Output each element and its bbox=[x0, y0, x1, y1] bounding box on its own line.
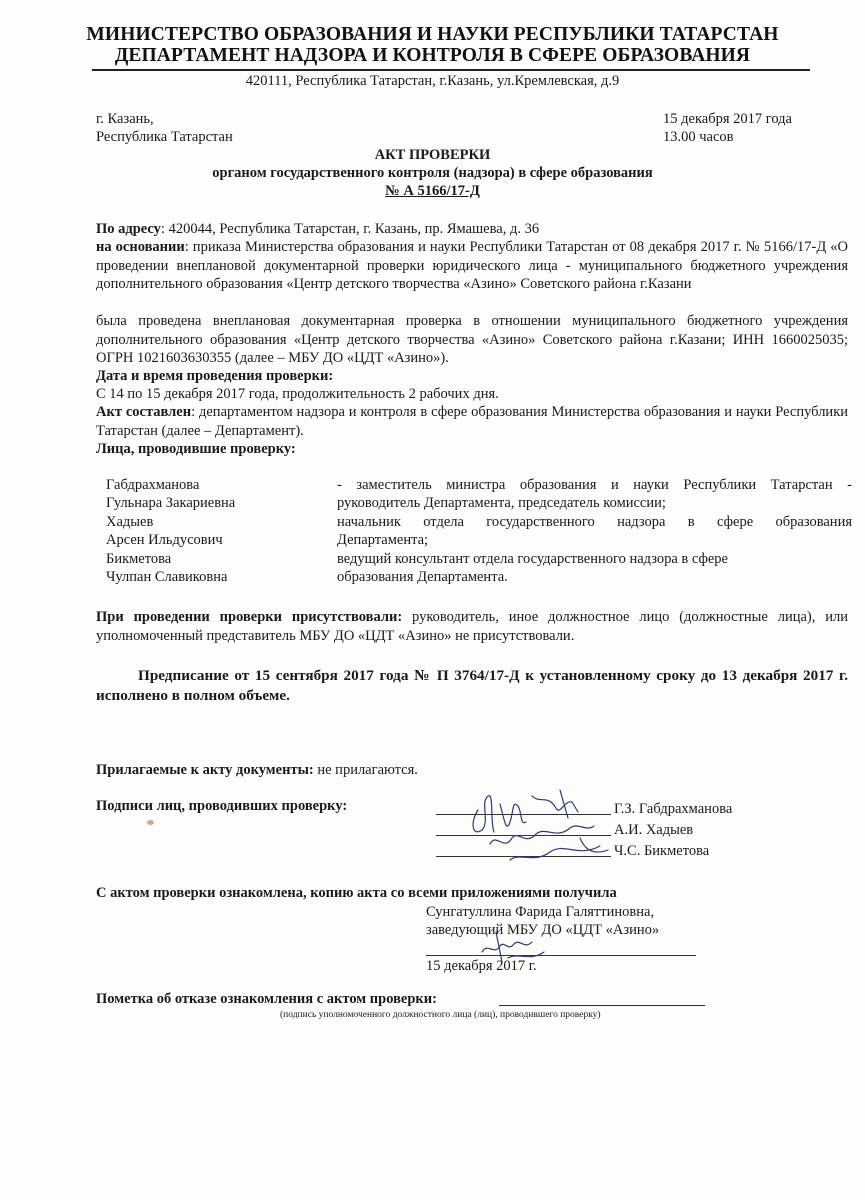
recipient-handwritten-signature bbox=[478, 922, 558, 972]
inspection-address: По адресу: 420044, Республика Татарстан, г. Казань, пр. Ямашева, д. 36 bbox=[96, 221, 540, 237]
inspectors-handwritten-signatures bbox=[460, 782, 630, 872]
ministry-address: 420111, Республика Татарстан, г.Казань, ул.Кремлевская, д.9 bbox=[245, 73, 620, 89]
act-subtitle: органом государственного контроля (надзора) в сфере образования bbox=[212, 165, 653, 181]
signature-stroke-4 bbox=[490, 826, 594, 844]
inspector-2-role-line1: начальник отдела государственного надзора в сфере образования bbox=[337, 514, 852, 530]
header-divider bbox=[92, 69, 810, 71]
inspector-3-role-line1: ведущий консультант отдела государственного надзора в сфере bbox=[337, 551, 728, 567]
signature-stroke-10 bbox=[508, 952, 544, 958]
inspector-2-role-line2: Департамента; bbox=[337, 532, 429, 548]
inspector-1-role-line2: руководитель Департамента, председатель комиссии; bbox=[337, 495, 666, 511]
signatory-3: Ч.С. Бикметова bbox=[614, 843, 710, 859]
acknowledgement-signature-line bbox=[426, 955, 696, 956]
act-date: 15 декабря 2017 года bbox=[663, 111, 792, 127]
signatory-2: А.И. Хадыев bbox=[614, 822, 694, 838]
refusal-signature-line bbox=[499, 1005, 705, 1006]
inspector-2-given-name: Арсен Ильдусович bbox=[106, 532, 223, 548]
dates-label: Дата и время проведения проверки: bbox=[96, 368, 334, 384]
department-title: ДЕПАРТАМЕНТ НАДЗОРА И КОНТРОЛЯ В СФЕРЕ ОБРАЗОВАНИЯ bbox=[114, 45, 751, 66]
signatures-label: Подписи лиц, проводивших проверку: bbox=[96, 798, 348, 814]
inspector-3-role-line2: образования Департамента. bbox=[337, 569, 508, 585]
act-number: № А 5166/17-Д bbox=[385, 183, 480, 199]
act-time: 13.00 часов bbox=[663, 129, 734, 145]
presence-paragraph: При проведении проверки присутствовали: руководитель, иное должностное лицо (должностные лица), или уполномоченный представитель МБУ ДО «ЦДТ «Азино» не присутствовали. bbox=[96, 609, 848, 644]
ministry-title: МИНИСТЕРСТВО ОБРАЗОВАНИЯ И НАУКИ РЕСПУБЛИКИ ТАТАРСТАН bbox=[86, 24, 779, 45]
signature-stroke-2 bbox=[500, 804, 526, 826]
inspector-1-name: Габдрахманова bbox=[106, 477, 200, 493]
place-city: г. Казань, bbox=[96, 111, 154, 127]
ink-blot bbox=[147, 820, 154, 825]
act-compiled: Акт составлен: департаментом надзора и контроля в сфере образования Министерства образования и науки Республики Татарстан (далее – Департамент). bbox=[96, 404, 848, 439]
refusal-caption: (подпись уполномоченного должностного лица (лиц), проводившего проверку) bbox=[280, 1010, 601, 1020]
signature-stroke-9 bbox=[496, 932, 502, 962]
inspector-2-name: Хадыев bbox=[106, 514, 154, 530]
signature-stroke-1 bbox=[473, 796, 494, 832]
place-region: Республика Татарстан bbox=[96, 129, 233, 145]
inspector-3-given-name: Чулпан Славиковна bbox=[106, 569, 228, 585]
act-title: АКТ ПРОВЕРКИ bbox=[374, 147, 491, 163]
inspector-1-role-line1: - заместитель министра образования и науки Республики Татарстан - bbox=[337, 477, 852, 493]
acknowledgement-name: Сунгатуллина Фарида Галяттиновна, bbox=[426, 904, 655, 920]
dates-text: С 14 по 15 декабря 2017 года, продолжительность 2 рабочих дня. bbox=[96, 386, 499, 402]
refusal-label: Пометка об отказе ознакомления с актом проверки: bbox=[96, 991, 437, 1007]
attachments-line: Прилагаемые к акту документы: не прилагаются. bbox=[96, 762, 418, 778]
inspectors-label: Лица, проводившие проверку: bbox=[96, 441, 296, 457]
acknowledgement-label: С актом проверки ознакомлена, копию акта со всеми приложениями получила bbox=[96, 885, 617, 901]
signature-stroke-8 bbox=[482, 942, 532, 952]
signature-stroke-7 bbox=[580, 838, 608, 852]
acknowledgement-position: заведующий МБУ ДО «ЦДТ «Азино» bbox=[426, 922, 660, 938]
acknowledgement-date: 15 декабря 2017 г. bbox=[426, 958, 537, 974]
signatory-1: Г.З. Габдрахманова bbox=[614, 801, 733, 817]
inspector-1-given-name: Гульнара Закариевна bbox=[106, 495, 236, 511]
inspector-3-name: Бикметова bbox=[106, 551, 172, 567]
inspection-conducted: была проведена внеплановая документарная проверка в отношении муниципального бюджетного учреждения дополнительного образования «Центр детского творчества «Азино» Советского района г.Казани; ИНН 1660025035; ОГРН 1021603630355 (далее – МБУ ДО «ЦДТ «Азино»). bbox=[96, 313, 848, 367]
prescription-paragraph: Предписание от 15 сентября 2017 года № П 3764/17-Д к установленному сроку до 13 декабря 2017 г. исполнено в полном объеме. bbox=[96, 667, 848, 704]
signature-stroke-3 bbox=[532, 796, 578, 812]
inspection-basis: на основании: приказа Министерства образования и науки Республики Татарстан от 08 декабря 2017 г. № 5166/17-Д «О проведении внеплановой документарной проверки юридического лица - муниципального бюджетного учреждения дополнительного образования «Центр детского творчества «Азино» Советского района г.Казани bbox=[96, 239, 848, 293]
